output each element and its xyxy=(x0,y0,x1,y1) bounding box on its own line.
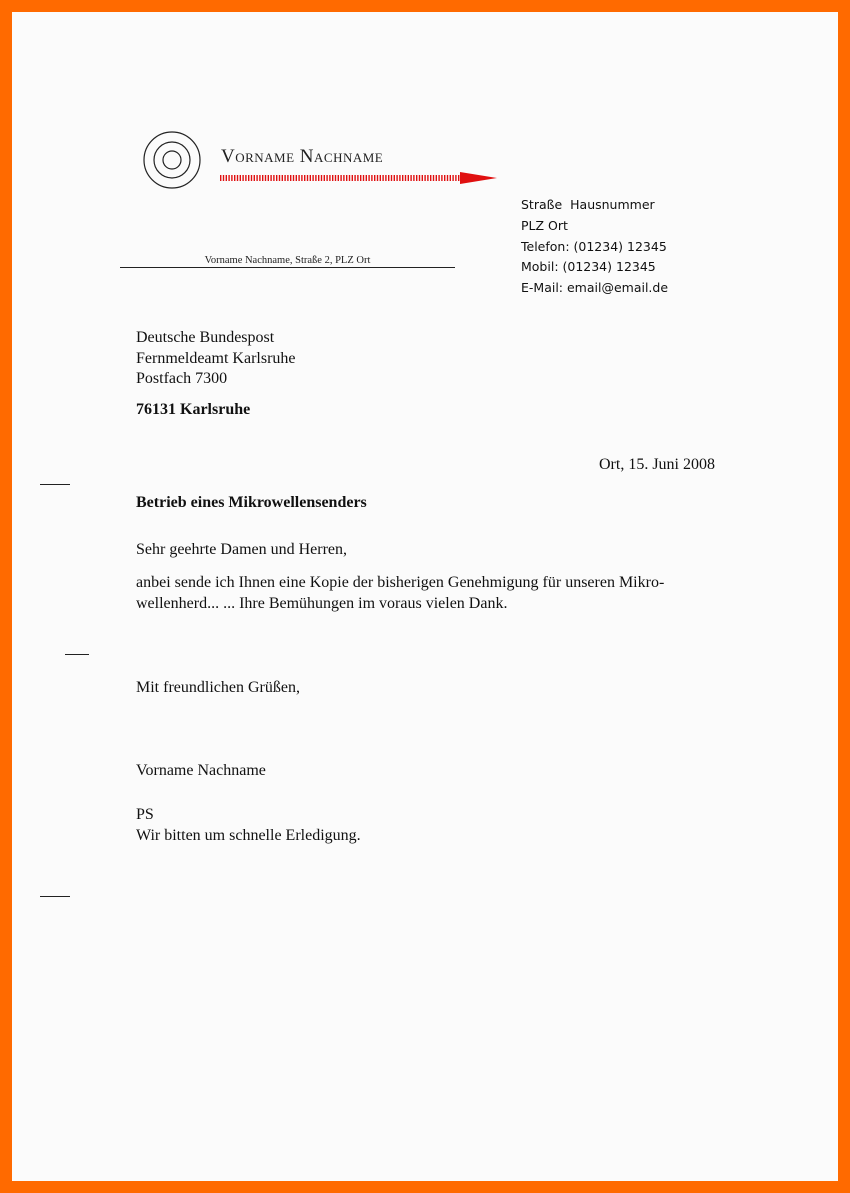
sender-email: E-Mail: email@email.de xyxy=(521,280,669,296)
recipient-line3: Postfach 7300 xyxy=(136,370,228,387)
sender-street: Straße Hausnummer xyxy=(521,197,655,212)
fold-mark-bottom xyxy=(40,896,70,897)
circles-logo-icon xyxy=(142,130,202,190)
letter-date: Ort, 15. Juni 2008 xyxy=(599,456,715,473)
postscript xyxy=(136,804,361,846)
sender-phone: Telefon: (01234) 12345 xyxy=(521,238,667,254)
letter-page xyxy=(12,12,838,1181)
closing: Mit freundlichen Grüßen, xyxy=(136,679,300,696)
return-address-line: Vorname Nachname, Straße 2, PLZ Ort xyxy=(120,255,455,268)
body-line1: anbei sende ich Ihnen eine Kopie der bisherigen Genehmigung für unseren Mikro- xyxy=(136,574,665,591)
fold-mark-top xyxy=(40,484,70,485)
sender-address-block xyxy=(521,195,668,299)
sender-city: PLZ Ort xyxy=(521,217,568,233)
ps-label: PS xyxy=(136,806,154,823)
signature: Vorname Nachname xyxy=(136,762,266,779)
recipient-line1: Deutsche Bundespost xyxy=(136,329,275,346)
letter-body xyxy=(136,572,716,614)
punch-mark xyxy=(65,654,89,655)
letter-subject: Betrieb eines Mikrowellensenders xyxy=(136,494,367,511)
salutation: Sehr geehrte Damen und Herren, xyxy=(136,541,348,558)
ps-text: Wir bitten um schnelle Erledigung. xyxy=(136,827,361,844)
recipient-line2: Fernmeldeamt Karlsruhe xyxy=(136,349,296,367)
sender-mobile: Mobil: (01234) 12345 xyxy=(521,259,656,275)
body-line2: wellenherd... ... Ihre Bemühungen im voraus vielen Dank. xyxy=(136,595,508,612)
recipient-city: 76131 Karlsruhe xyxy=(136,401,251,418)
sender-name-heading: Vorname Nachname xyxy=(221,146,384,167)
recipient-address xyxy=(136,328,296,390)
red-arrow-icon xyxy=(220,170,500,186)
